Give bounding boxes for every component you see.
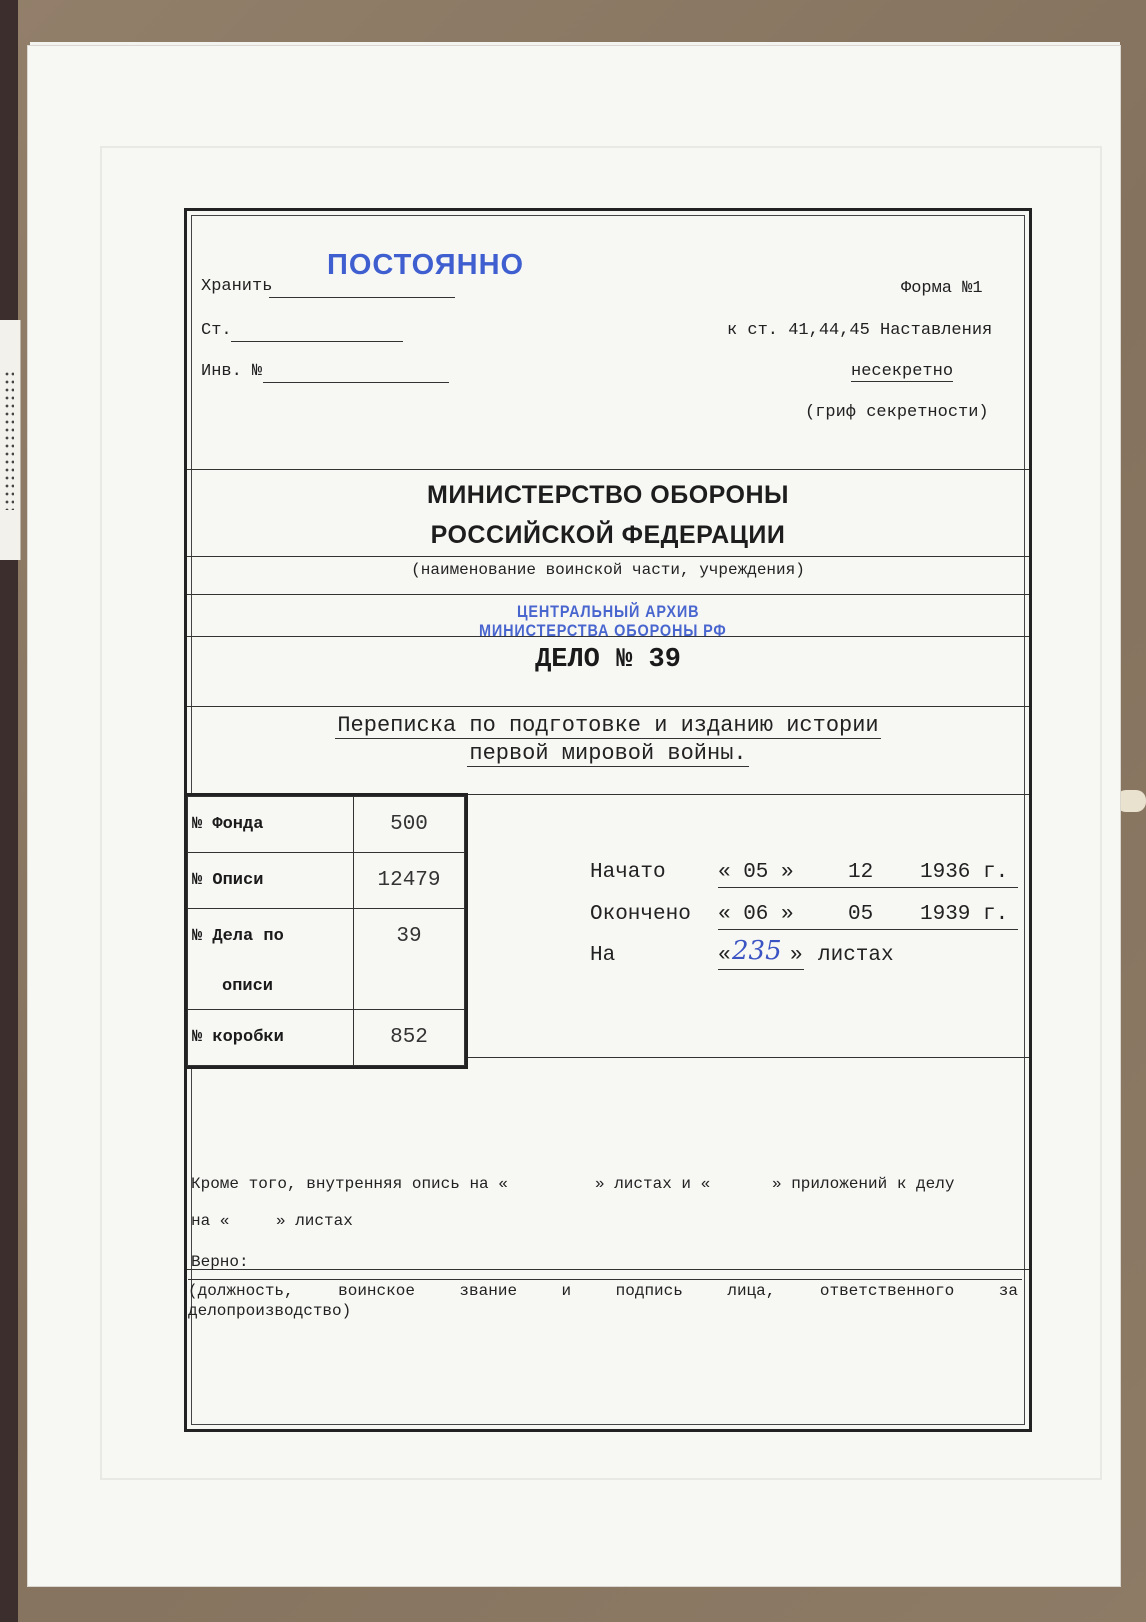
divider bbox=[187, 636, 1029, 637]
fund-label: № Фонда bbox=[188, 797, 354, 853]
table-row bbox=[188, 908, 465, 963]
case-subject-text-1: Переписка по подготовке и изданию истории bbox=[337, 713, 879, 738]
fund-value: 500 bbox=[354, 797, 465, 853]
sheets-open-quote: « bbox=[718, 944, 731, 967]
ended-year: 1939 г. bbox=[920, 903, 1009, 926]
extra-inventory-text-b: » листах и « bbox=[595, 1175, 711, 1193]
binding-strip bbox=[0, 0, 18, 1622]
keep-field-line bbox=[269, 297, 455, 298]
archive-stamp-line-1: ЦЕНТРАЛЬНЫЙ АРХИВ bbox=[517, 602, 700, 621]
extra-inventory-text-c: » приложений к делу bbox=[772, 1175, 955, 1193]
inventory-field-line bbox=[263, 382, 449, 383]
case-number-value: 39 bbox=[354, 908, 465, 963]
sheets-count-handwritten: 235 bbox=[732, 936, 782, 966]
form-number: Форма №1 bbox=[901, 279, 983, 298]
inventory-label: Инв. № bbox=[201, 362, 263, 381]
divider bbox=[187, 556, 1029, 557]
table-row bbox=[188, 852, 465, 908]
extra-sheets-text-b: » листах bbox=[276, 1212, 353, 1230]
table-row bbox=[188, 963, 465, 1009]
ended-day: « 06 » bbox=[718, 903, 794, 926]
signature-caption-1: (должность, воинское звание и подпись лица, ответственного за bbox=[188, 1282, 1018, 1300]
sheets-label: На bbox=[590, 944, 616, 967]
divider bbox=[187, 706, 1029, 707]
verified-label: Верно: bbox=[191, 1253, 249, 1271]
case-subject-line-1 bbox=[187, 713, 1029, 738]
instruction-reference: к ст. 41,44,45 Наставления bbox=[727, 321, 993, 340]
box-value: 852 bbox=[354, 1010, 465, 1066]
case-number-label: № Дела по bbox=[188, 908, 354, 963]
divider bbox=[187, 594, 1029, 595]
inventory-label: № Описи bbox=[188, 852, 354, 908]
sheets-unit: листах bbox=[818, 944, 894, 967]
started-label: Начато bbox=[590, 861, 666, 884]
sheets-close-quote: » bbox=[790, 944, 803, 967]
perforation-holes bbox=[4, 370, 14, 510]
started-line bbox=[718, 887, 1018, 888]
ended-label: Окончено bbox=[590, 903, 691, 926]
sheets-line bbox=[718, 969, 804, 970]
case-subject-text-2: первой мировой войны. bbox=[469, 741, 747, 766]
ministry-line-2: РОССИЙСКОЙ ФЕДЕРАЦИИ bbox=[430, 521, 786, 549]
ministry-line-1: МИНИСТЕРСТВО ОБОРОНЫ bbox=[427, 481, 789, 509]
binding-string bbox=[1116, 790, 1146, 812]
started-month: 12 bbox=[848, 861, 874, 884]
permanent-stamp: ПОСТОЯННО bbox=[327, 249, 525, 281]
started-year: 1936 г. bbox=[920, 861, 1009, 884]
started-day: « 05 » bbox=[718, 861, 794, 884]
extra-inventory-text-a: Кроме того, внутренняя опись на « bbox=[191, 1175, 508, 1193]
binding-tab bbox=[0, 320, 21, 560]
case-number-label-cont: описи bbox=[188, 963, 354, 1009]
box-label: № коробки bbox=[188, 1010, 354, 1066]
ended-line bbox=[718, 929, 1018, 930]
divider bbox=[187, 469, 1029, 470]
table-row bbox=[188, 1010, 465, 1066]
case-info-table bbox=[184, 793, 468, 1069]
secrecy-caption: (гриф секретности) bbox=[805, 403, 989, 422]
case-subject-line-2 bbox=[187, 741, 1029, 766]
keep-label: Хранить bbox=[201, 277, 273, 296]
extra-sheets-text-a: на « bbox=[191, 1212, 230, 1230]
signature-caption-2: делопроизводство) bbox=[188, 1302, 352, 1320]
table-row bbox=[188, 797, 465, 853]
archive-stamp-line-2: МИНИСТЕРСТВА ОБОРОНЫ РФ bbox=[479, 621, 727, 640]
verified-line bbox=[188, 1279, 1022, 1280]
ended-month: 05 bbox=[848, 903, 874, 926]
divider bbox=[187, 1269, 1029, 1270]
article-field-line bbox=[231, 341, 403, 342]
article-label: Ст. bbox=[201, 321, 232, 340]
case-number-value-cont bbox=[354, 963, 465, 1009]
inventory-value: 12479 bbox=[354, 852, 465, 908]
case-title: ДЕЛО № 39 bbox=[535, 645, 681, 675]
organization-caption: (наименование воинской части, учреждения) bbox=[411, 561, 805, 579]
secrecy-value: несекретно bbox=[851, 362, 954, 381]
